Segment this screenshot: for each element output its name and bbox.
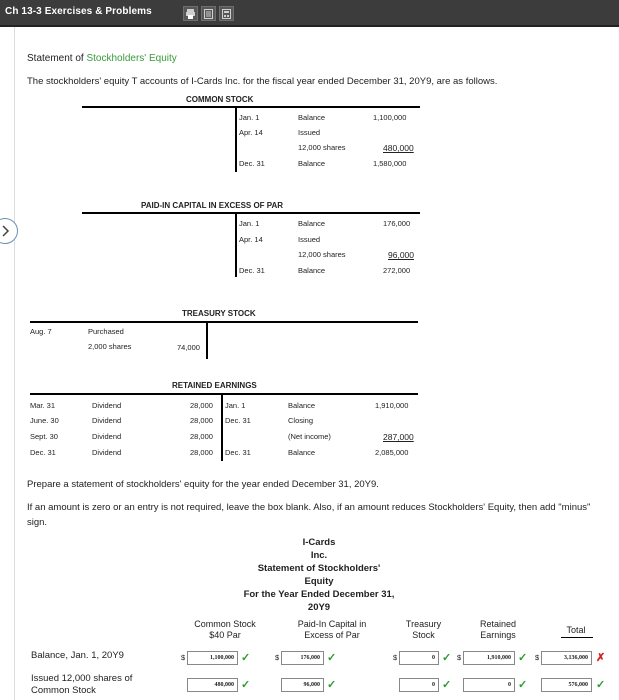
amount: 2,085,000 — [375, 448, 409, 457]
t-account-line — [235, 106, 237, 172]
amount: 28,000 — [190, 416, 213, 425]
description: Purchased — [88, 327, 124, 336]
col-header-line: Earnings — [480, 630, 516, 640]
dollar-sign: $ — [535, 653, 540, 662]
date: Dec. 31 — [239, 159, 265, 168]
input-issued-treasury[interactable]: 0 — [399, 678, 439, 692]
col-header-paid-in — [283, 619, 381, 641]
window-titlebar — [0, 0, 619, 27]
t-account-line — [82, 106, 420, 108]
description: Balance — [298, 266, 326, 275]
amount: 176,000 — [383, 219, 411, 228]
chevron-right-icon — [0, 225, 10, 237]
description: Balance — [298, 113, 326, 122]
date: Sept. 30 — [30, 432, 58, 441]
common-stock-title: COMMON STOCK — [186, 95, 254, 104]
t-account-line — [206, 321, 208, 359]
description: Dividend — [92, 448, 122, 457]
description: (Net income) — [288, 432, 331, 441]
heading-prefix: Statement of — [27, 53, 87, 64]
date: Mar. 31 — [30, 401, 56, 410]
description: Dividend — [92, 432, 122, 441]
t-account-line — [82, 212, 420, 214]
input-issued-common[interactable]: 480,000 — [187, 678, 238, 692]
cross-icon: ✗ — [596, 652, 606, 664]
note-instruction: If an amount is zero or an entry is not required, leave the box blank. Also, if an amount reduces Stockholders' Equity, then add "minus" sign. — [27, 502, 591, 528]
t-account-line — [235, 212, 237, 277]
col-header-treasury — [396, 619, 451, 641]
statement-period-year: 20Y9 — [307, 602, 331, 613]
input-balance-common[interactable]: 1,100,000 — [187, 651, 238, 665]
date: Apr. 14 — [239, 235, 263, 244]
amount: 1,910,000 — [375, 401, 409, 410]
treasury-title: TREASURY STOCK — [182, 309, 256, 318]
check-icon: ✓ — [327, 679, 337, 691]
col-header-line: Retained — [479, 619, 517, 629]
document-icon[interactable] — [201, 6, 216, 21]
col-header-line: Paid-In Capital in — [297, 619, 367, 629]
window-title: Ch 13-3 Exercises & Problems — [5, 6, 152, 17]
date: Dec. 31 — [239, 266, 265, 275]
amount: 272,000 — [383, 266, 411, 275]
dollar-sign: $ — [275, 653, 280, 662]
input-issued-total[interactable]: 576,000 — [541, 678, 592, 692]
col-header-line: Excess of Par — [304, 630, 360, 640]
description: Balance — [298, 159, 326, 168]
col-header-total: Total — [566, 625, 586, 635]
col-header-common-stock — [183, 619, 267, 641]
total-underline — [561, 637, 593, 638]
statement-period: For the Year Ended December 31, — [243, 589, 395, 600]
amount: 287,000 — [383, 432, 414, 442]
input-balance-treasury[interactable]: 0 — [399, 651, 439, 665]
check-icon: ✓ — [518, 652, 528, 664]
input-issued-retained[interactable]: 0 — [463, 678, 515, 692]
description: 12,000 shares — [298, 250, 346, 259]
description: Dividend — [92, 416, 122, 425]
date: Dec. 31 — [225, 416, 251, 425]
col-header-line: Stock — [412, 630, 435, 640]
amount: 74,000 — [177, 343, 200, 352]
paid-in-title: PAID-IN CAPITAL IN EXCESS OF PAR — [141, 201, 284, 210]
dollar-sign: $ — [393, 653, 398, 662]
row-label-issued: Issued 12,000 shares of Common Stock — [31, 673, 133, 696]
statement-company-suffix: Inc. — [310, 550, 328, 561]
statement-company: I-Cards — [302, 537, 336, 548]
description: 12,000 shares — [298, 143, 346, 152]
date: Aug. 7 — [30, 327, 52, 336]
check-icon: ✓ — [518, 679, 528, 691]
description: 2,000 shares — [88, 342, 132, 351]
amount: 96,000 — [388, 250, 414, 260]
date: Dec. 31 — [225, 448, 251, 457]
prepare-instruction: Prepare a statement of stockholders' equity for the year ended December 31, 20Y9. — [27, 479, 379, 490]
statement-title: Statement of Stockholders' — [257, 563, 381, 574]
description: Issued — [298, 235, 321, 244]
t-account-line — [30, 321, 418, 323]
date: Jan. 1 — [239, 113, 260, 122]
input-balance-paid-in[interactable]: 176,000 — [281, 651, 324, 665]
check-icon: ✓ — [241, 679, 251, 691]
input-balance-retained[interactable]: 1,910,000 — [463, 651, 515, 665]
row-label-balance: Balance, Jan. 1, 20Y9 — [31, 650, 124, 661]
date: June. 30 — [30, 416, 59, 425]
description: Balance — [288, 448, 316, 457]
col-header-line: Common Stock — [194, 619, 256, 629]
t-account-line — [221, 393, 223, 461]
toolbar-icons — [183, 6, 234, 21]
retained-title: RETAINED EARNINGS — [172, 381, 257, 390]
input-balance-total[interactable]: 3,136,000 — [541, 651, 592, 665]
intro-text: The stockholders' equity T accounts of I-Cards Inc. for the fiscal year ended December 31, 20Y9, are as follows. — [27, 76, 498, 87]
amount: 28,000 — [190, 448, 213, 457]
amount: 1,580,000 — [373, 159, 407, 168]
date: Jan. 1 — [225, 401, 246, 410]
description: Issued — [298, 128, 321, 137]
check-icon: ✓ — [442, 652, 452, 664]
check-icon: ✓ — [241, 652, 251, 664]
col-header-retained — [466, 619, 530, 641]
date: Jan. 1 — [239, 219, 260, 228]
col-header-line: Treasury — [405, 619, 442, 629]
description: Dividend — [92, 401, 122, 410]
date: Apr. 14 — [239, 128, 263, 137]
amount: 480,000 — [383, 143, 414, 153]
section-heading — [27, 53, 177, 64]
print-icon[interactable] — [183, 6, 198, 21]
amount: 1,100,000 — [373, 113, 407, 122]
date: Dec. 31 — [30, 448, 56, 457]
check-icon: ✓ — [327, 652, 337, 664]
check-icon: ✓ — [596, 679, 606, 691]
amount: 28,000 — [190, 401, 213, 410]
check-icon: ✓ — [442, 679, 452, 691]
input-issued-paid-in[interactable]: 96,000 — [281, 678, 324, 692]
description: Balance — [298, 219, 326, 228]
description: Balance — [288, 401, 316, 410]
description: Closing — [288, 416, 314, 425]
col-header-line: $40 Par — [209, 630, 241, 640]
statement-title-2: Equity — [304, 576, 334, 587]
heading-highlight: Stockholders' Equity — [86, 53, 177, 64]
amount: 28,000 — [190, 432, 213, 441]
dollar-sign: $ — [181, 653, 186, 662]
calculator-icon[interactable] — [219, 6, 234, 21]
dollar-sign: $ — [457, 653, 462, 662]
t-account-line — [30, 393, 418, 395]
